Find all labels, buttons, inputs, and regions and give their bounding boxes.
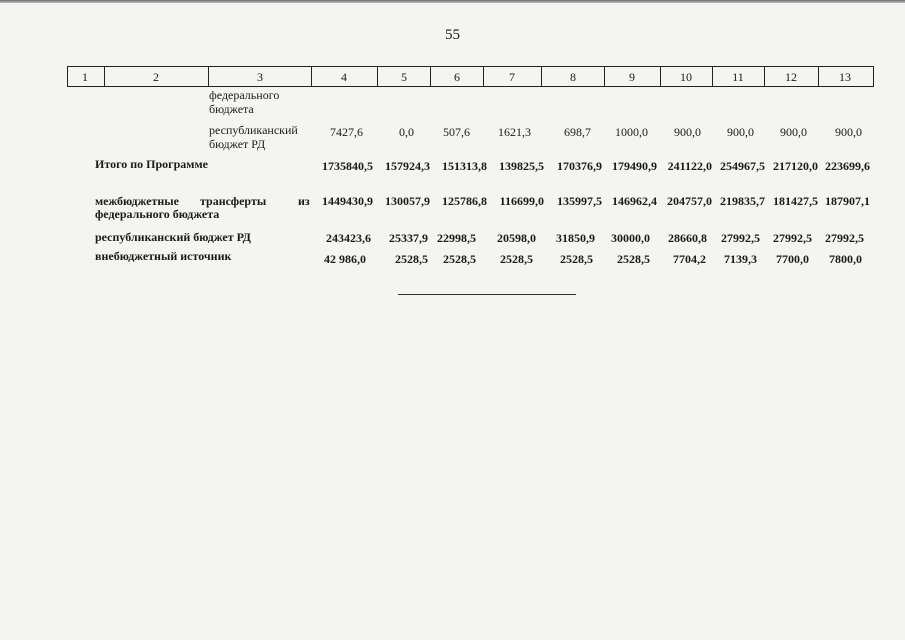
table-cell: 1735840,5 bbox=[322, 159, 373, 173]
table-cell: 2528,5 bbox=[443, 252, 476, 266]
table-cell: 157924,3 bbox=[385, 159, 430, 173]
table-cell: 1449430,9 bbox=[322, 194, 373, 208]
table-cell: 25337,9 bbox=[389, 231, 428, 245]
column-divider bbox=[483, 66, 484, 87]
row-label: федерального бюджета bbox=[95, 207, 220, 221]
table-cell: 31850,9 bbox=[556, 231, 595, 245]
table-cell: 181427,5 bbox=[773, 194, 818, 208]
column-number: 3 bbox=[257, 70, 263, 84]
row-label: внебюджетный источник bbox=[95, 249, 232, 263]
row-label: бюджета bbox=[209, 102, 254, 116]
table-cell: 0,0 bbox=[399, 125, 414, 139]
column-divider bbox=[67, 66, 68, 87]
table-cell: 900,0 bbox=[835, 125, 862, 139]
header-bottom-rule bbox=[67, 86, 874, 87]
table-cell: 7800,0 bbox=[829, 252, 862, 266]
table-cell: 7704,2 bbox=[673, 252, 706, 266]
end-divider bbox=[398, 294, 576, 295]
table-cell: 27992,5 bbox=[825, 231, 864, 245]
row-label: из bbox=[298, 194, 310, 208]
table-cell: 507,6 bbox=[443, 125, 470, 139]
table-cell: 130057,9 bbox=[385, 194, 430, 208]
column-number: 10 bbox=[680, 70, 692, 84]
table-cell: 30000,0 bbox=[611, 231, 650, 245]
column-number: 7 bbox=[509, 70, 515, 84]
column-number: 11 bbox=[732, 70, 744, 84]
table-cell: 139825,5 bbox=[499, 159, 544, 173]
table-cell: 223699,6 bbox=[825, 159, 870, 173]
table-cell: 42 986,0 bbox=[324, 252, 366, 266]
table-cell: 27992,5 bbox=[721, 231, 760, 245]
table-cell: 170376,9 bbox=[557, 159, 602, 173]
column-divider bbox=[712, 66, 713, 87]
column-number: 12 bbox=[785, 70, 797, 84]
column-number: 9 bbox=[629, 70, 635, 84]
table-cell: 27992,5 bbox=[773, 231, 812, 245]
table-cell: 254967,5 bbox=[720, 159, 765, 173]
column-number: 8 bbox=[570, 70, 576, 84]
table-cell: 28660,8 bbox=[668, 231, 707, 245]
table-cell: 243423,6 bbox=[326, 231, 371, 245]
row-label: республиканский бюджет РД bbox=[95, 230, 251, 244]
column-divider bbox=[104, 66, 105, 87]
table-cell: 2528,5 bbox=[500, 252, 533, 266]
table-cell: 900,0 bbox=[780, 125, 807, 139]
column-number: 13 bbox=[839, 70, 851, 84]
table-cell: 204757,0 bbox=[667, 194, 712, 208]
table-cell: 20598,0 bbox=[497, 231, 536, 245]
column-number: 1 bbox=[82, 70, 88, 84]
column-number: 6 bbox=[454, 70, 460, 84]
table-cell: 2528,5 bbox=[617, 252, 650, 266]
row-label: бюджет РД bbox=[209, 137, 266, 151]
table-cell: 900,0 bbox=[727, 125, 754, 139]
row-label: межбюджетные bbox=[95, 194, 179, 208]
row-label: республиканский bbox=[209, 123, 298, 137]
column-divider bbox=[430, 66, 431, 87]
table-cell: 2528,5 bbox=[560, 252, 593, 266]
column-number: 4 bbox=[341, 70, 347, 84]
table-cell: 116699,0 bbox=[499, 194, 544, 208]
column-number: 5 bbox=[401, 70, 407, 84]
column-divider bbox=[764, 66, 765, 87]
table-cell: 135997,5 bbox=[557, 194, 602, 208]
table-cell: 7139,3 bbox=[724, 252, 757, 266]
table-cell: 217120,0 bbox=[773, 159, 818, 173]
scan-top-edge bbox=[0, 0, 905, 3]
column-divider bbox=[660, 66, 661, 87]
column-divider bbox=[818, 66, 819, 87]
table-cell: 151313,8 bbox=[442, 159, 487, 173]
table-cell: 698,7 bbox=[564, 125, 591, 139]
table-cell: 1621,3 bbox=[498, 125, 531, 139]
column-divider bbox=[873, 66, 874, 87]
table-cell: 179490,9 bbox=[612, 159, 657, 173]
header-top-rule bbox=[67, 66, 874, 67]
table-cell: 125786,8 bbox=[442, 194, 487, 208]
column-number: 2 bbox=[153, 70, 159, 84]
table-cell: 241122,0 bbox=[667, 159, 712, 173]
row-label: федерального bbox=[209, 88, 280, 102]
table-cell: 900,0 bbox=[674, 125, 701, 139]
column-divider bbox=[604, 66, 605, 87]
table-cell: 146962,4 bbox=[612, 194, 657, 208]
column-divider bbox=[208, 66, 209, 87]
table-cell: 187907,1 bbox=[825, 194, 870, 208]
table-cell: 7700,0 bbox=[776, 252, 809, 266]
table-cell: 1000,0 bbox=[615, 125, 648, 139]
row-label: трансферты bbox=[200, 194, 267, 208]
table-cell: 7427,6 bbox=[330, 125, 363, 139]
page-number: 55 bbox=[445, 27, 460, 43]
table-cell: 22998,5 bbox=[437, 231, 476, 245]
column-divider bbox=[541, 66, 542, 87]
column-divider bbox=[311, 66, 312, 87]
row-label: Итого по Программе bbox=[95, 157, 208, 171]
table-cell: 219835,7 bbox=[720, 194, 765, 208]
table-cell: 2528,5 bbox=[395, 252, 428, 266]
column-divider bbox=[377, 66, 378, 87]
